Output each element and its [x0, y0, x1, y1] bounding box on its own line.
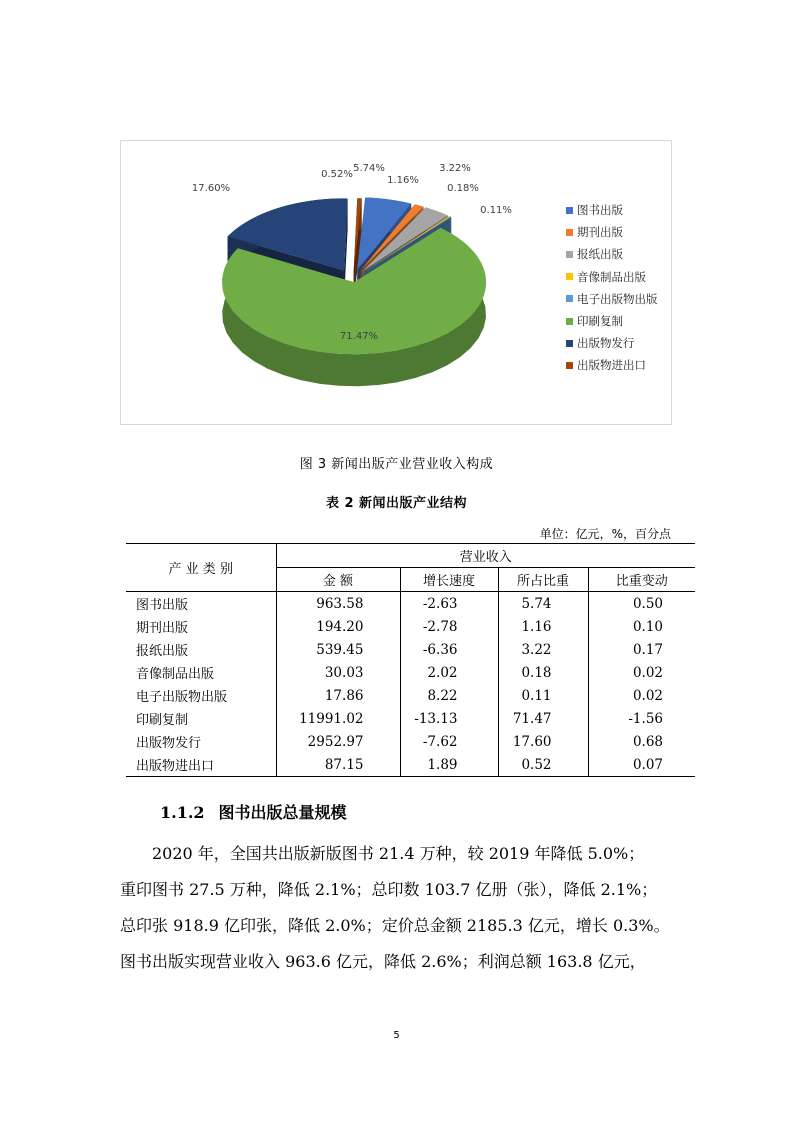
row-change: 0.10 — [588, 615, 695, 638]
legend-swatch — [566, 362, 573, 369]
paragraph-line: 图书出版实现营业收入 963.6 亿元，降低 2.6%；利润总额 163.8 亿元， — [120, 952, 646, 971]
legend-item — [566, 199, 658, 221]
table-row — [126, 753, 695, 777]
row-share: 1.16 — [498, 615, 588, 638]
row-category: 音像制品出版 — [136, 667, 215, 682]
row-amount: 30.03 — [276, 661, 400, 684]
header-change: 比重变动 — [588, 568, 695, 592]
row-growth: -2.78 — [400, 615, 498, 638]
legend-label: 报纸出版 — [577, 247, 623, 262]
row-growth: 2.02 — [400, 661, 498, 684]
legend-swatch — [566, 318, 573, 325]
table-header-row — [126, 544, 695, 568]
paragraph-line: 2020 年，全国共出版新版图书 21.4 万种，较 2019 年降低 5.0%； — [120, 844, 645, 863]
header-revenue: 营业收入 — [276, 544, 695, 568]
row-share: 17.60 — [498, 730, 588, 753]
row-amount: 194.20 — [276, 615, 400, 638]
table-row — [126, 638, 695, 661]
row-growth: 8.22 — [400, 684, 498, 707]
header-category: 产 业 类 别 — [126, 544, 276, 592]
row-category: 出版物进出口 — [126, 753, 276, 777]
legend-label: 期刊出版 — [577, 225, 623, 240]
section-title-text: 图书出版总量规模 — [218, 803, 347, 822]
row-change: 0.68 — [588, 730, 695, 753]
header-amount: 金 额 — [276, 568, 400, 592]
row-amount: 17.86 — [276, 684, 400, 707]
row-category: 期刊出版 — [136, 621, 189, 636]
header-growth: 增长速度 — [400, 568, 498, 592]
header-share: 所占比重 — [498, 568, 588, 592]
table-row — [126, 684, 695, 707]
legend-item — [566, 354, 658, 376]
body-paragraph — [120, 836, 675, 980]
figure-caption: 图 3 新闻出版产业营业收入构成 — [299, 457, 494, 472]
row-share: 0.11 — [498, 684, 588, 707]
legend-swatch — [566, 295, 573, 302]
legend-swatch — [566, 207, 573, 214]
data-label: 1.16% — [387, 175, 419, 186]
data-label: 0.18% — [447, 183, 479, 194]
row-category: 报纸出版 — [136, 644, 189, 659]
row-amount: 11991.02 — [276, 707, 400, 730]
legend-item — [566, 310, 658, 332]
section-number: 1.1.2 — [160, 803, 205, 822]
legend-label: 电子出版物出版 — [577, 291, 658, 306]
row-growth: -7.62 — [400, 730, 498, 753]
data-label: 17.60% — [191, 183, 231, 194]
chart-legend — [566, 199, 658, 377]
paragraph-line: 重印图书 27.5 万种，降低 2.1%；总印数 103.7 亿册（张），降低 2.1%； — [120, 880, 658, 899]
legend-swatch — [566, 251, 573, 258]
table-row — [126, 661, 695, 684]
table-row — [126, 707, 695, 730]
table-body — [126, 592, 695, 777]
row-category: 电子出版物出版 — [136, 690, 228, 705]
table-unit: 单位：亿元，%，百分点 — [539, 527, 671, 541]
row-change: 0.02 — [588, 684, 695, 707]
table-row — [126, 730, 695, 753]
row-change: 0.07 — [588, 753, 695, 777]
row-amount: 87.15 — [276, 753, 400, 777]
data-label: 0.11% — [480, 205, 512, 216]
row-category: 出版物发行 — [136, 736, 202, 751]
row-amount: 539.45 — [276, 638, 400, 661]
legend-item — [566, 332, 658, 354]
row-growth: 1.89 — [400, 753, 498, 777]
legend-label: 出版物进出口 — [577, 358, 646, 373]
row-change: 0.02 — [588, 661, 695, 684]
legend-label: 印刷复制 — [577, 314, 623, 329]
row-category: 印刷复制 — [136, 713, 189, 728]
industry-structure-table — [126, 543, 695, 777]
row-growth: -13.13 — [400, 707, 498, 730]
data-label: 0.52% — [321, 169, 353, 180]
row-change: 0.50 — [588, 592, 695, 616]
row-change: -1.56 — [588, 707, 695, 730]
legend-item — [566, 288, 658, 310]
pie-chart — [120, 140, 672, 425]
legend-label: 音像制品出版 — [577, 269, 646, 284]
legend-swatch — [566, 273, 573, 280]
legend-swatch — [566, 340, 573, 347]
row-amount: 963.58 — [276, 592, 400, 616]
legend-swatch — [566, 229, 573, 236]
row-share: 71.47 — [498, 707, 588, 730]
row-growth: -6.36 — [400, 638, 498, 661]
data-label: 71.47% — [339, 331, 379, 342]
page-number: 5 — [393, 1030, 400, 1041]
table-caption: 表 2 新闻出版产业结构 — [325, 496, 468, 511]
row-share: 0.18 — [498, 661, 588, 684]
row-share: 3.22 — [498, 638, 588, 661]
data-label: 3.22% — [439, 163, 471, 174]
legend-item — [566, 221, 658, 243]
data-label: 5.74% — [353, 163, 385, 174]
paragraph-line: 总印张 918.9 亿印张，降低 2.0%；定价总金额 2185.3 亿元，增长 0.3%。 — [120, 916, 670, 935]
row-amount: 2952.97 — [276, 730, 400, 753]
table-row — [126, 615, 695, 638]
row-growth: -2.63 — [400, 592, 498, 616]
row-category: 图书出版 — [136, 598, 189, 613]
row-change: 0.17 — [588, 638, 695, 661]
legend-label: 出版物发行 — [577, 336, 635, 351]
section-heading — [160, 800, 361, 823]
legend-item — [566, 266, 658, 288]
legend-label: 图书出版 — [577, 203, 623, 218]
row-share: 0.52 — [498, 753, 588, 777]
legend-item — [566, 243, 658, 265]
row-share: 5.74 — [498, 592, 588, 616]
table-row — [126, 592, 695, 616]
